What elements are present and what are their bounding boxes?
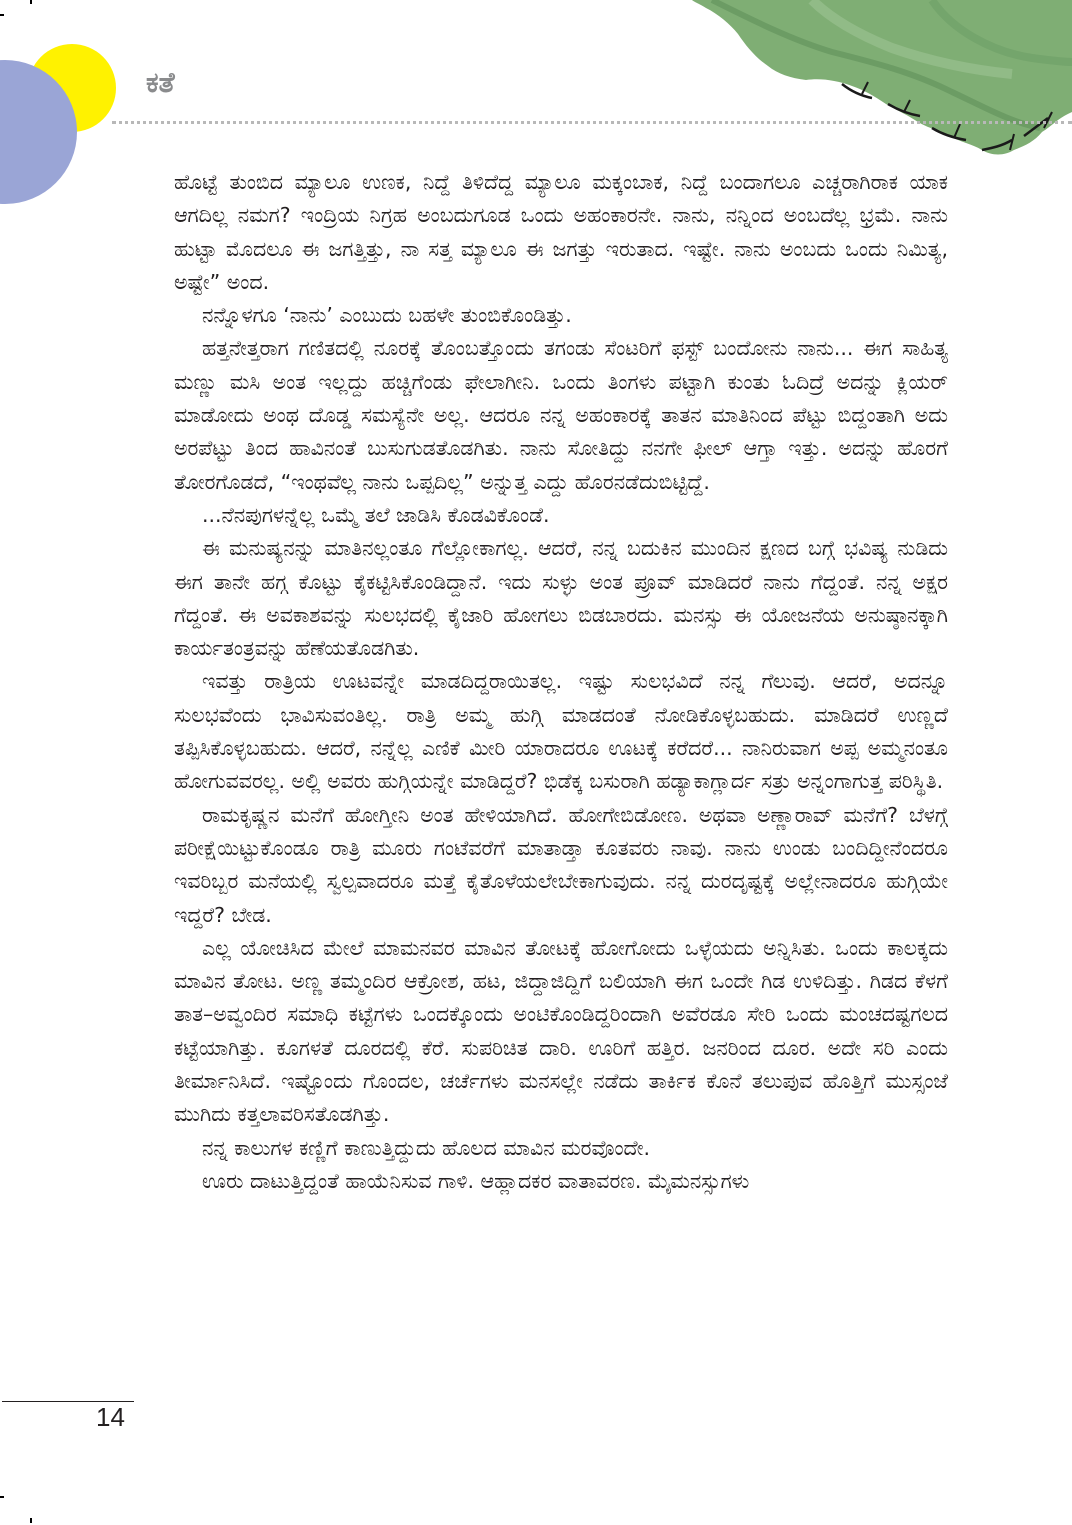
section-label: ಕತೆ xyxy=(146,66,175,99)
leaf-illustration xyxy=(692,0,1072,160)
dotted-divider xyxy=(112,121,1072,124)
paragraph-5: ಈ ಮನುಷ್ಯನನ್ನು ಮಾತಿನಲ್ಲಂತೂ ಗೆಲ್ಲೋಕಾಗಲ್ಲ. ಆದರೆ, ನನ್ನ ಬದುಕಿನ ಮುಂದಿನ ಕ್ಷಣದ ಬಗ್ಗೆ ಭವಿಷ್ಯ ನುಡಿದು ಈಗ ತಾನೇ ಹಗ್ಗ ಕೊಟ್ಟು ಕೈಕಟ್ಟಿಸಿಕೊಂಡಿದ್ದಾನೆ. ಇದು ಸುಳ್ಳು ಅಂತ ಪ್ರೂವ್ ಮಾಡಿದರೆ ನಾನು ಗೆದ್ದಂತೆ. ನನ್ನ ಅಕ್ಷರ ಗೆದ್ದಂತೆ. ಈ ಅವಕಾಶವನ್ನು ಸುಲಭದಲ್ಲಿ ಕೈಜಾರಿ ಹೋಗಲು ಬಿಡಬಾರದು. ಮನಸ್ಸು ಈ ಯೋಜನೆಯ ಅನುಷ್ಠಾನಕ್ಕಾಗಿ ಕಾರ್ಯತಂತ್ರವನ್ನು ಹೆಣೆಯತೊಡಗಿತು. xyxy=(174,536,948,661)
page-number: 14 xyxy=(96,1402,125,1432)
paragraph-3: ಹತ್ತನೇತ್ತರಾಗ ಗಣಿತದಲ್ಲಿ ನೂರಕ್ಕೆ ತೊಂಬತ್ತೊಂದು ತಗಂಡು ಸೆಂಟರಿಗೆ ಫಸ್ಟ್ ಬಂದೋನು ನಾನು... ಈಗ ಸಾಹಿತ್ಯ ಮಣ್ಣು ಮಸಿ ಅಂತ ಇಲ್ಲದ್ದು ಹಚ್ಚಿಗೆಂಡು ಫೇಲಾಗೀನಿ. ಒಂದು ತಿಂಗಳು ಪಟ್ಟಾಗಿ ಕುಂತು ಓದಿದ್ರೆ ಅದನ್ನು ಕ್ಲಿಯರ್ ಮಾಡೋದು ಅಂಥ ದೊಡ್ಡ ಸಮಸ್ಯೆನೇ ಅಲ್ಲ. ಆದರೂ ನನ್ನ ಅಹಂಕಾರಕ್ಕೆ ತಾತನ ಮಾತಿನಿಂದ ಪೆಟ್ಟು ಬಿದ್ದಂತಾಗಿ ಅದು ಅರಪೆಟ್ಟು ತಿಂದ ಹಾವಿನಂತೆ ಬುಸುಗುಡತೊಡಗಿತು. ನಾನು ಸೋತಿದ್ದು ನನಗೇ ಫೀಲ್ ಆಗ್ತಾ ಇತ್ತು. ಅದನ್ನು ಹೊರಗೆ ತೋರಗೊಡದೆ, “ಇಂಥವೆಲ್ಲ ನಾನು ಒಪ್ಪದಿಲ್ಲ” ಅನ್ನುತ್ತ ಎದ್ದು ಹೊರನಡೆದುಬಿಟ್ಟಿದ್ದೆ. xyxy=(174,336,948,494)
paragraph-4: ...ನೆನಪುಗಳನ್ನೆಲ್ಲ ಒಮ್ಮೆ ತಲೆ ಜಾಡಿಸಿ ಕೊಡವಿಕೊಂಡೆ. xyxy=(202,502,550,527)
paragraph-6: ಇವತ್ತು ರಾತ್ರಿಯ ಊಟವನ್ನೇ ಮಾಡದಿದ್ದರಾಯಿತಲ್ಲ. ಇಷ್ಟು ಸುಲಭವಿದೆ ನನ್ನ ಗೆಲುವು. ಆದರೆ, ಅದನ್ನೂ ಸುಲಭವೆಂದು ಭಾವಿಸುವಂತಿಲ್ಲ. ರಾತ್ರಿ ಅಮ್ಮ ಹುಗ್ಗಿ ಮಾಡದಂತೆ ನೋಡಿಕೊಳ್ಳಬಹುದು. ಮಾಡಿದರೆ ಉಣ್ಣದೆ ತಪ್ಪಿಸಿಕೊಳ್ಳಬಹುದು. ಆದರೆ, ನನ್ನೆಲ್ಲ ಎಣಿಕೆ ಮೀರಿ ಯಾರಾದರೂ ಊಟಕ್ಕೆ ಕರೆದರೆ... ನಾನಿರುವಾಗ ಅಪ್ಪ ಅಮ್ಮನಂತೂ ಹೋಗುವವರಲ್ಲ. ಅಲ್ಲಿ ಅವರು ಹುಗ್ಗಿಯನ್ನೇ ಮಾಡಿದ್ದರೆ? ಭಿಡೆಕ್ಕ ಬಸುರಾಗಿ ಹಡ್ಯಾಕಾಗ್ಲಾರ್ದ ಸತ್ರು ಅನ್ನಂಗಾಗುತ್ತ ಪರಿಸ್ಥಿತಿ. xyxy=(174,669,948,794)
paragraph-7: ರಾಮಕೃಷ್ಣನ ಮನೆಗೆ ಹೋಗ್ತೀನಿ ಅಂತ ಹೇಳಿಯಾಗಿದೆ. ಹೋಗೇಬಿಡೋಣ. ಅಥವಾ ಅಣ್ಣಾರಾವ್ ಮನೆಗೆ? ಬೆಳಗ್ಗೆ ಪರೀಕ್ಷೆಯಿಟ್ಟುಕೊಂಡೂ ರಾತ್ರಿ ಮೂರು ಗಂಟೆವರೆಗೆ ಮಾತಾಡ್ತಾ ಕೂತವರು ನಾವು. ನಾನು ಉಂಡು ಬಂದಿದ್ದೀನೆಂದರೂ ಇವರಿಬ್ಬರ ಮನೆಯಲ್ಲಿ ಸ್ವಲ್ಪವಾದರೂ ಮತ್ತೆ ಕೈತೊಳೆಯಲೇಬೇಕಾಗುವುದು. ನನ್ನ ದುರದೃಷ್ಟಕ್ಕೆ ಅಲ್ಲೇನಾದರೂ ಹುಗ್ಗಿಯೇ ಇದ್ದರೆ? ಬೇಡ. xyxy=(174,802,948,927)
crop-mark-bottom-left xyxy=(0,1496,4,1498)
story-body xyxy=(174,166,948,1198)
paragraph-1: ಹೊಟ್ಟೆ ತುಂಬಿದ ಮ್ಯಾಲೂ ಉಣಕ, ನಿದ್ದೆ ತಿಳಿದೆದ್ದ ಮ್ಯಾಲೂ ಮಕ್ಕಂಬಾಕ, ನಿದ್ದೆ ಬಂದಾಗಲೂ ಎಚ್ಚರಾಗಿರಾಕ ಯಾಕ ಆಗದಿಲ್ಲ ನಮಗ? ಇಂದ್ರಿಯ ನಿಗ್ರಹ ಅಂಬದುಗೂಡ ಒಂದು ಅಹಂಕಾರನೇ. ನಾನು, ನನ್ನಿಂದ ಅಂಬದೆಲ್ಲ ಭ್ರಮೆ. ನಾನು ಹುಟ್ಟಾ ಮೊದಲೂ ಈ ಜಗತ್ತಿತ್ತು, ನಾ ಸತ್ತ ಮ್ಯಾಲೂ ಈ ಜಗತ್ತು ಇರುತಾದ. ಇಷ್ಟೇ. ನಾನು ಅಂಬದು ಒಂದು ನಿಮಿತ್ಯ, ಅಷ್ಟೇ” ಅಂದ. xyxy=(174,170,948,294)
paragraph-8: ಎಲ್ಲ ಯೋಚಿಸಿದ ಮೇಲೆ ಮಾಮನವರ ಮಾವಿನ ತೋಟಕ್ಕೆ ಹೋಗೋದು ಒಳ್ಳೆಯದು ಅನ್ನಿಸಿತು. ಒಂದು ಕಾಲಕ್ಕದು ಮಾವಿನ ತೋಟ. ಅಣ್ಣ ತಮ್ಮಂದಿರ ಆಕ್ರೋಶ, ಹಟ, ಜಿದ್ದಾಜಿದ್ದಿಗೆ ಬಲಿಯಾಗಿ ಈಗ ಒಂದೇ ಗಿಡ ಉಳಿದಿತ್ತು. ಗಿಡದ ಕೆಳಗೆ ತಾತ–ಅವ್ವಂದಿರ ಸಮಾಧಿ ಕಟ್ಟೆಗಳು ಒಂದಕ್ಕೊಂದು ಅಂಟಿಕೊಂಡಿದ್ದರಿಂದಾಗಿ ಅವೆರಡೂ ಸೇರಿ ಒಂದು ಮಂಚದಷ್ಟಗಲದ ಕಟ್ಟೆಯಾಗಿತ್ತು. ಕೂಗಳತೆ ದೂರದಲ್ಲಿ ಕೆರೆ. ಸುಪರಿಚಿತ ದಾರಿ. ಊರಿಗೆ ಹತ್ತಿರ. ಜನರಿಂದ ದೂರ. ಅದೇ ಸರಿ ಎಂದು ತೀರ್ಮಾನಿಸಿದೆ. ಇಷ್ಟೊಂದು ಗೊಂದಲ, ಚರ್ಚೆಗಳು ಮನಸಲ್ಲೇ ನಡೆದು ತಾರ್ಕಿಕ ಕೊನೆ ತಲುಪುವ ಹೊತ್ತಿಗೆ ಮುಸ್ಸಂಜೆ ಮುಗಿದು ಕತ್ತಲಾವರಿಸತೊಡಗಿತ್ತು. xyxy=(174,935,948,1127)
crop-mark-bottom-left-tick xyxy=(30,1518,32,1523)
paragraph-10: ಊರು ದಾಟುತ್ತಿದ್ದಂತೆ ಹಾಯೆನಿಸುವ ಗಾಳಿ. ಆಹ್ಲಾದಕರ ವಾತಾವರಣ. ಮೈಮನಸ್ಸುಗಳು xyxy=(202,1168,750,1193)
decorative-circles xyxy=(0,0,140,210)
paragraph-9: ನನ್ನ ಕಾಲುಗಳ ಕಣ್ಣಿಗೆ ಕಾಣುತ್ತಿದ್ದುದು ಹೊಲದ ಮಾವಿನ ಮರವೊಂದೇ. xyxy=(202,1135,651,1160)
paragraph-2: ನನ್ನೊಳಗೂ ‘ನಾನು’ ಎಂಬುದು ಬಹಳೇ ತುಂಬಿಕೊಂಡಿತ್ತು. xyxy=(202,303,572,328)
